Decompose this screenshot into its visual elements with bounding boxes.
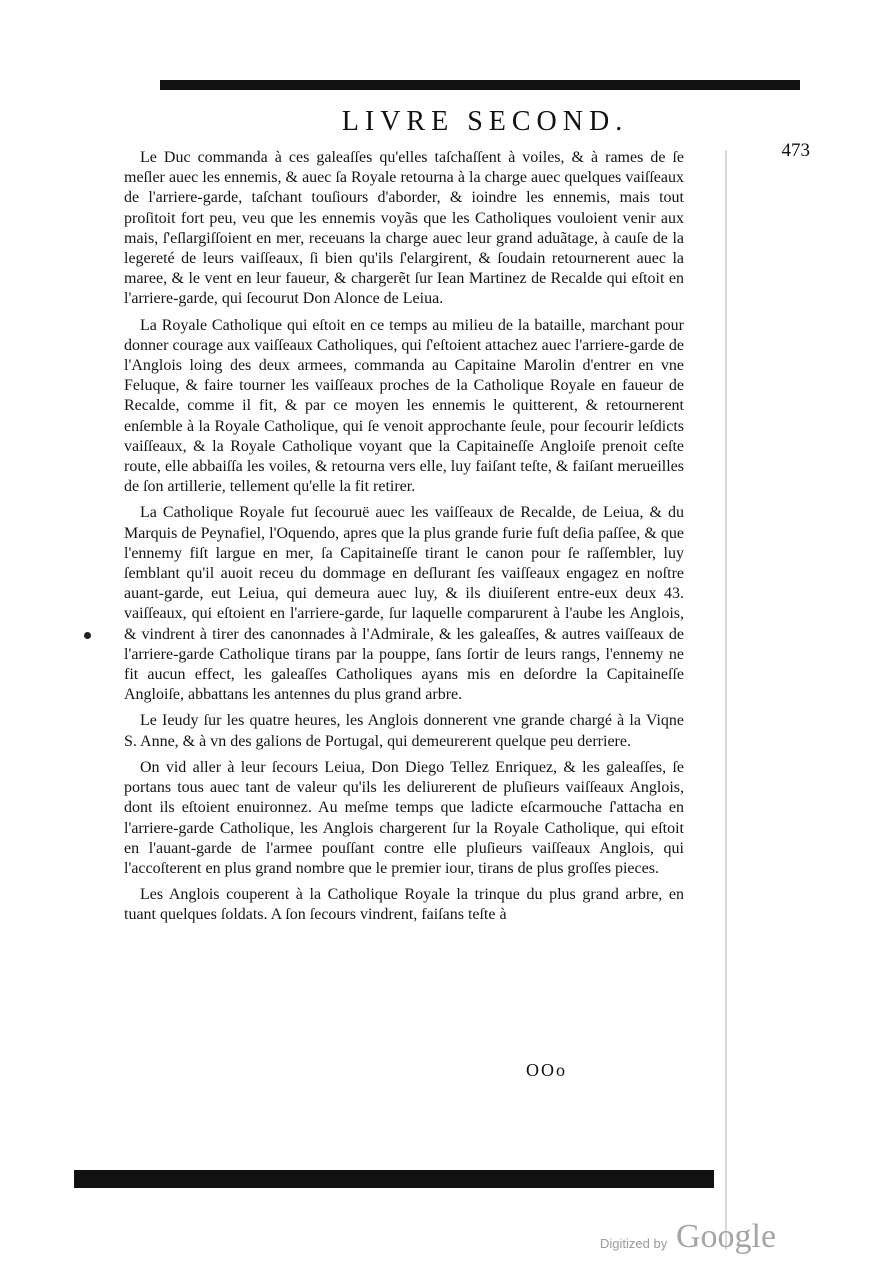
scan-edge (725, 150, 727, 1250)
paragraph: On vid aller à leur ſecours Leiua, Don Diego Tellez Enriquez, & les galeaſſes, ſe portans tous auec tant de valeur qu'ils les deliurerent de pluſieurs vaiſſeaux Anglois, dont ils eſtoient enuironnez. Au meſme temps que ladicte eſcarmouche ſ'attacha en l'arriere-garde Catholique, les Anglois chargerent ſur la Royale Catholique, qui eſtoit en l'auant-garde de l'armee pouſſant contre elle pluſieurs vaiſſeaux Anglois, qui l'accoſterent en plus grand nombre que le premier iour, tirans de plus groſſes pieces. (124, 758, 684, 877)
signature-mark: OOo (526, 1060, 567, 1080)
paragraph: Le Duc commanda à ces galeaſſes qu'elles taſchaſſent à voiles, & à rames de ſe meſler auec les ennemis, & auec ſa Royale retourna à la charge auec quelques vaiſſeaux de l'arriere-garde, taſchant touſiours d'aborder, & ioindre les ennemis, mais tout proſitoit fort peu, veu que les ennemis voyãs que les Catholiques vouloient venir aux mais, ſ'eſlargiſſoient en mer, receuans la charge auec leur grand aduãtage, à cauſe de la legereté de leurs vaiſſeaux, ſi bien qu'ils ſ'elargirent, & ſoudain retournerent auec la maree, & le vent en leur faueur, & chargerẽt ſur Iean Martinez de Recalde qui eſtoit en l'arriere-garde, qui ſecourut Don Alonce de Leiua. (124, 149, 684, 308)
digitized-watermark (600, 1218, 860, 1258)
watermark-logo: Google (676, 1218, 777, 1255)
top-rule (160, 80, 800, 90)
watermark-prefix: Digitized by (600, 1236, 668, 1251)
paragraph: La Royale Catholique qui eſtoit en ce temps au milieu de la bataille, marchant pour donner courage aux vaiſſeaux Catholiques, qui ſ'eſtoient attachez auec l'arriere-garde de l'Anglois loing des deux armees, commanda au Capitaine Marolin d'entrer en vne Feluque, & faire tourner les vaiſſeaux proches de la Catholique Royale en faueur de Recalde, comme il fit, & par ce moyen les ennemis le quitterent, & retournerent enſemble à la Royale Catholique, qui ſe venoit approchante ſeule, pour ſecourir leſdicts vaiſſeaux, & la Royale Catholique voyant que la Capitaineſſe Angloiſe prenoit ceſte route, elle abbaiſſa les voiles, & retourna vers elle, luy faiſant teſte, & faiſant merueilles de ſon artillerie, tellement qu'elle la fit retirer. (124, 316, 684, 496)
paragraph: Le Ieudy ſur les quatre heures, les Anglois donnerent vne grande chargé à la Viqne S. Anne, & à vn des galions de Portugal, qui demeurerent quelque peu derriere. (124, 712, 684, 750)
margin-dot (84, 632, 91, 639)
paragraph: Les Anglois couperent à la Catholique Royale la trinque du plus grand arbre, en tuant quelques ſoldats. A ſon ſecours vindrent, faiſans teſte à (124, 886, 684, 924)
running-title: LIVRE SECOND. (341, 106, 629, 137)
paragraph: La Catholique Royale fut ſecouruë auec les vaiſſeaux de Recalde, de Leiua, & du Marquis de Peynafiel, l'Oquendo, apres que la plus grande furie fuſt deſia paſſee, & que l'ennemy fiſt largue en mer, ſa Capitaineſſe tirant le canon pour ſe raſſembler, luy ſemblant qu'il auoit receu du dommage en deſlurant ſes vaiſſeaux engagez en noſtre auant-garde, eut Leiua, qui demeura auec luy, & ils diuiſerent entre-eux deux 43. vaiſſeaux, qui eſtoient en l'arriere-garde, ſur laquelle comparurent à l'aube les Anglois, & vindrent à tirer des canonnades à l'Admirale, & les galeaſſes, & autres vaiſſeaux de l'arriere-garde Catholique tirans par la pouppe, ſans ſortir de leurs rangs, l'ennemy ne fit aucun effect, les galeaſſes Catholiques ayans mis en deſordre la Capitaineſſe Angloiſe, abbattans les antennes du plus grand arbre. (124, 504, 684, 704)
page-number: 473 (781, 140, 810, 161)
body-text (124, 148, 684, 932)
bottom-rule (74, 1170, 714, 1188)
